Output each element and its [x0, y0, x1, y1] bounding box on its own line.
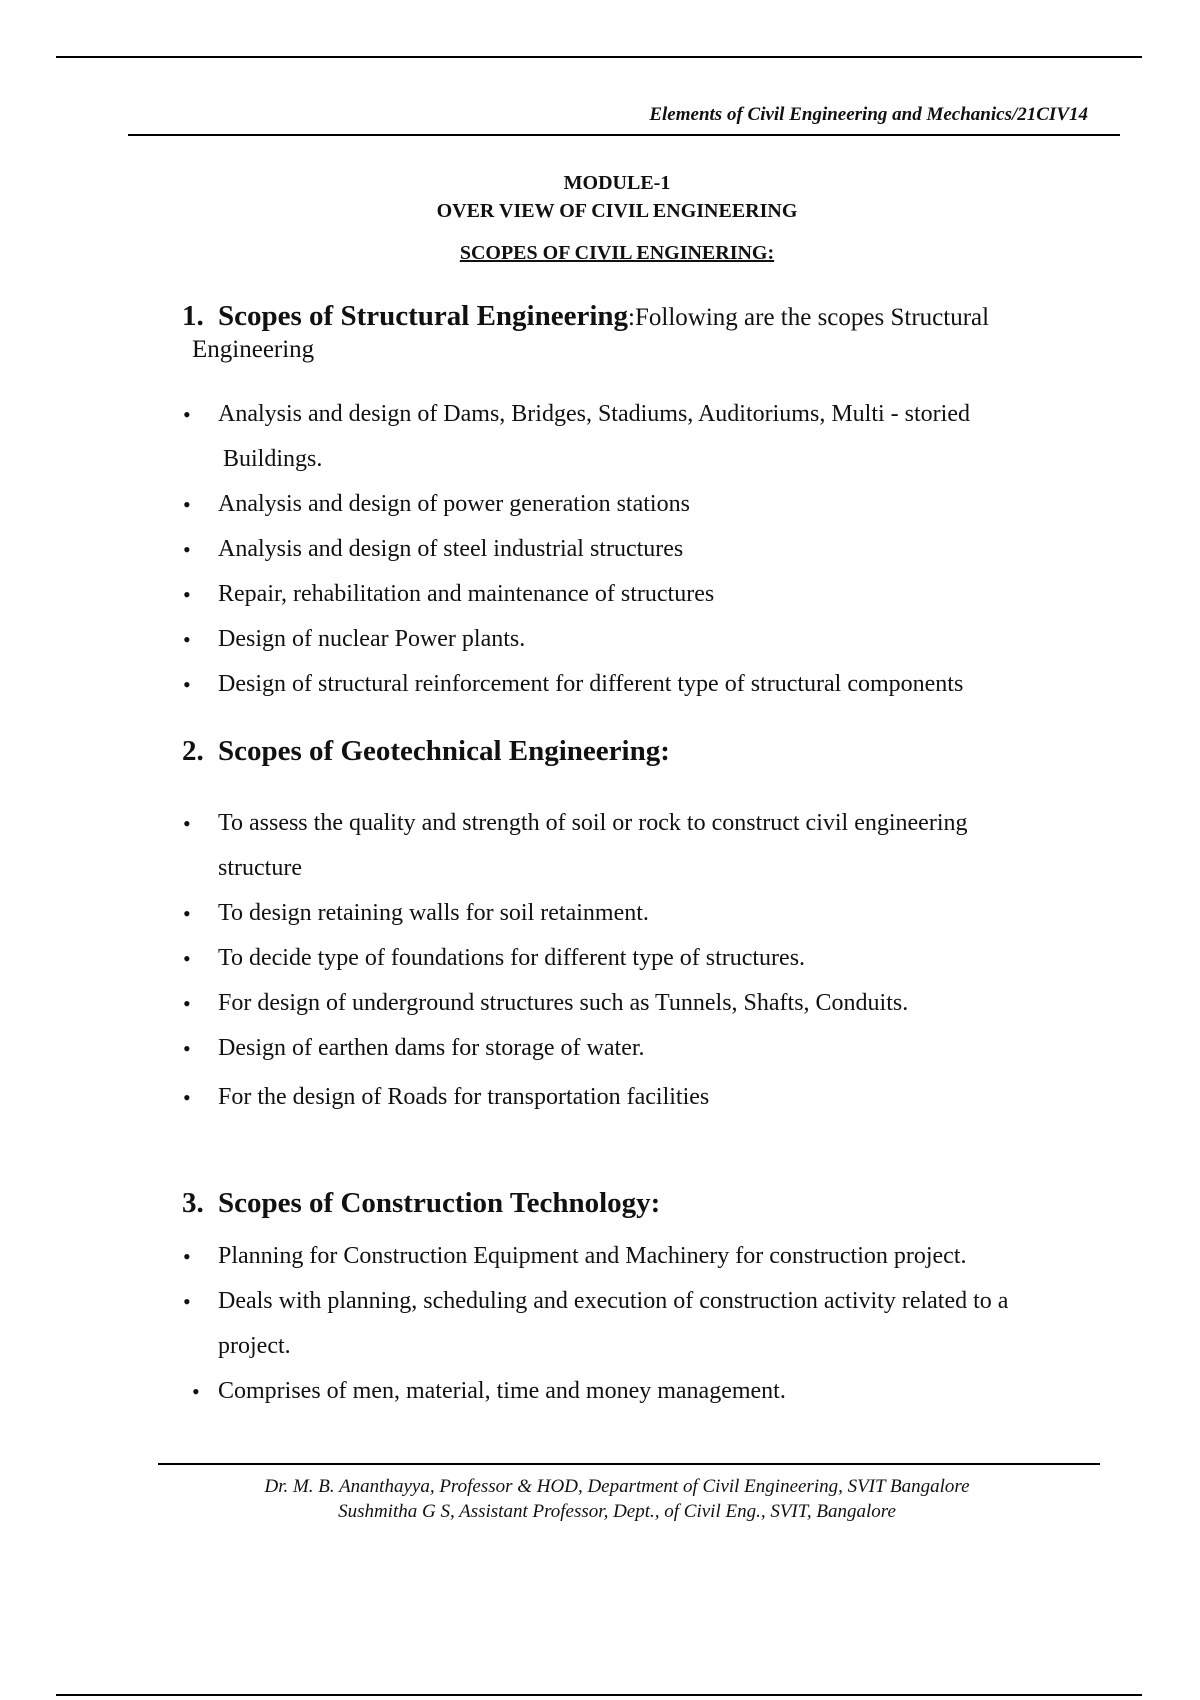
section-number: 1.: [182, 300, 204, 332]
list-item: [0, 392, 1200, 482]
list-item-text: Analysis and design of steel industrial structures: [218, 536, 684, 562]
list-item: [0, 981, 1200, 1026]
bullet-icon: •: [192, 1379, 200, 1404]
list-item-text-continued: Buildings.: [223, 446, 323, 472]
list-item-text: Design of earthen dams for storage of water.: [218, 1035, 645, 1061]
section-title: Scopes of Structural Engineering: [218, 300, 629, 332]
section-heading: [182, 1187, 660, 1220]
list-item: [0, 891, 1200, 936]
list-item: [0, 1234, 1200, 1279]
section-heading: [182, 300, 989, 333]
list-item: [0, 662, 1200, 707]
list-item-text: Design of nuclear Power plants.: [218, 626, 526, 652]
bullet-icon: •: [183, 1244, 191, 1269]
bullet-icon: •: [183, 1289, 191, 1314]
list-item-text: For the design of Roads for transportation facilities: [218, 1084, 710, 1110]
header-underline: [128, 134, 1120, 136]
bullet-icon: •: [183, 627, 191, 652]
overview-title: OVER VIEW OF CIVIL ENGINEERING: [436, 200, 798, 222]
list-item-text: Analysis and design of power generation stations: [218, 491, 690, 517]
top-rule: [56, 56, 1142, 58]
bullet-icon: •: [183, 492, 191, 517]
bullet-icon: •: [183, 811, 191, 836]
list-item-text: To decide type of foundations for different type of structures.: [218, 945, 806, 971]
footer-line-2: Sushmitha G S, Assistant Professor, Dept., of Civil Eng., SVIT, Bangalore: [338, 1501, 896, 1522]
bullet-list: [0, 1234, 1200, 1414]
bullet-list: [0, 801, 1200, 1120]
list-item-text: Repair, rehabilitation and maintenance of structures: [218, 581, 715, 607]
section-title: Scopes of Construction Technology:: [218, 1187, 661, 1219]
list-item: [0, 617, 1200, 662]
list-item: [0, 936, 1200, 981]
list-item-text: Planning for Construction Equipment and Machinery for construction project.: [218, 1243, 967, 1269]
list-item: [0, 1026, 1200, 1071]
list-item-text-continued: structure: [218, 855, 302, 881]
section-heading: [182, 735, 670, 768]
bullet-icon: •: [183, 537, 191, 562]
scopes-title: SCOPES OF CIVIL ENGINERING:: [459, 242, 775, 264]
section-number: 3.: [182, 1187, 204, 1219]
list-item: [0, 1369, 1200, 1414]
bullet-icon: •: [183, 1036, 191, 1061]
list-item: [0, 482, 1200, 527]
list-item: [0, 801, 1200, 891]
section-title: Scopes of Geotechnical Engineering:: [218, 735, 670, 767]
list-item-text: Comprises of men, material, time and money management.: [218, 1378, 786, 1404]
section-number: 2.: [182, 735, 204, 767]
running-header: Elements of Civil Engineering and Mechanics/21CIV14: [649, 104, 1088, 125]
section-intro: :Following are the scopes Structural: [628, 304, 990, 331]
bullet-icon: •: [183, 402, 191, 427]
list-item: [0, 527, 1200, 572]
bullet-icon: •: [183, 672, 191, 697]
bottom-rule: [56, 1694, 1142, 1696]
list-item-text: To assess the quality and strength of soil or rock to construct civil engineering: [218, 810, 968, 836]
list-item: [0, 572, 1200, 617]
list-item-text-continued: project.: [218, 1333, 291, 1359]
module-title: MODULE-1: [563, 172, 671, 194]
bullet-icon: •: [183, 1085, 191, 1110]
list-item: [0, 1279, 1200, 1369]
list-item: [0, 1075, 1200, 1120]
list-item-text: Analysis and design of Dams, Bridges, Stadiums, Auditoriums, Multi - storied: [218, 401, 970, 427]
list-item-text: Design of structural reinforcement for different type of structural components: [218, 671, 964, 697]
list-item-text: Deals with planning, scheduling and execution of construction activity related to a: [218, 1288, 1009, 1314]
bullet-icon: •: [183, 991, 191, 1016]
footer-line-1: Dr. M. B. Ananthayya, Professor & HOD, Department of Civil Engineering, SVIT Bangalore: [264, 1476, 970, 1497]
bullet-icon: •: [183, 582, 191, 607]
bullet-icon: •: [183, 946, 191, 971]
list-item-text: For design of underground structures such as Tunnels, Shafts, Conduits.: [218, 990, 909, 1016]
footer-rule: [158, 1463, 1100, 1465]
bullet-list: [0, 392, 1200, 707]
section-intro-continued: Engineering: [192, 336, 315, 363]
bullet-icon: •: [183, 901, 191, 926]
list-item-text: To design retaining walls for soil retainment.: [218, 900, 649, 926]
